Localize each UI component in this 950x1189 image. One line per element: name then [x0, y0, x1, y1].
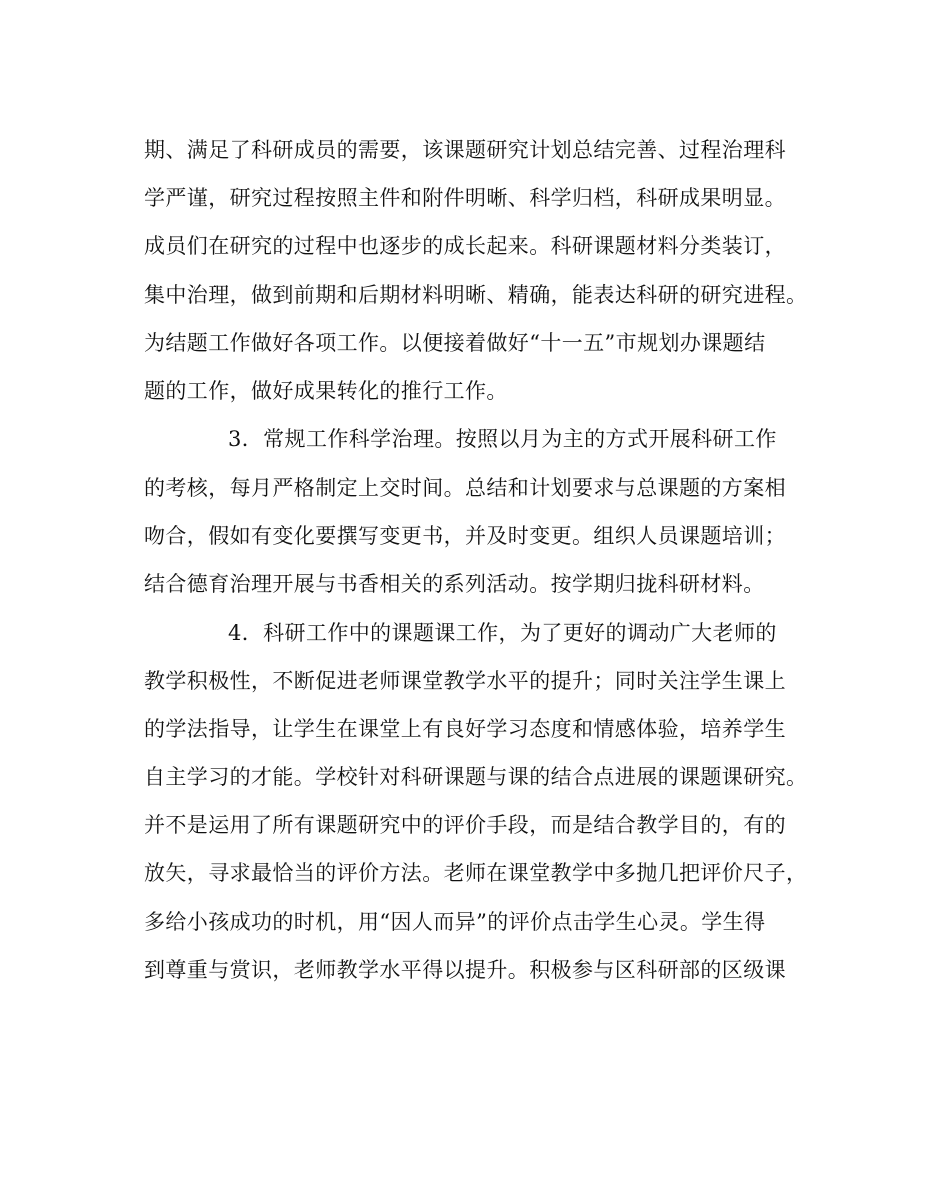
- text-line-9: 吻合，假如有变化要撰写变更书，并及时变更。组织人员课题培训；: [144, 524, 786, 548]
- text-line-5: 为结题工作做好各项工作。以便接着做好“十一五”市规划办课题结: [144, 331, 766, 355]
- text-line-1: 期、满足了科研成员的需要，该课题研究计划总结完善、过程治理科: [144, 138, 786, 162]
- paragraph-3-first-line: 3．常规工作科学治理。按照以月为主的方式开展科研工作: [228, 427, 777, 451]
- text-line-16: 放矢，寻求最恰当的评价方法。老师在课堂教学中多抛几把评价尺子，: [144, 861, 808, 885]
- text-line-3: 成员们在研究的过程中也逐步的成长起来。科研课题材料分类装订，: [144, 234, 786, 258]
- text-line-18: 到尊重与赏识，老师教学水平得以提升。积极参与区科研部的区级课: [144, 958, 786, 982]
- text-line-6: 题的工作，做好成果转化的推行工作。: [144, 379, 508, 403]
- text-line-13: 的学法指导，让学生在课堂上有良好学习态度和情感体验，培养学生: [144, 717, 786, 741]
- text-line-14: 自主学习的才能。学校针对科研课题与课的结合点进展的课题课研究。: [144, 765, 808, 789]
- text-line-2: 学严谨，研究过程按照主件和附件明晰、科学归档，科研成果明显。: [144, 186, 786, 210]
- text-line-17: 多给小孩成功的时机，用“因人而异”的评价点击学生心灵。学生得: [144, 910, 766, 934]
- text-line-15: 并不是运用了所有课题研究中的评价手段，而是结合教学目的，有的: [144, 813, 786, 837]
- text-line-8: 的考核，每月严格制定上交时间。总结和计划要求与总课题的方案相: [144, 476, 786, 500]
- paragraph-4-first-line: 4．科研工作中的课题课工作，为了更好的调动广大老师的: [228, 621, 777, 645]
- text-line-10: 结合德育治理开展与书香相关的系列活动。按学期归拢科研材料。: [144, 572, 765, 596]
- text-line-4: 集中治理，做到前期和后期材料明晰、精确，能表达科研的研究进程。: [144, 283, 808, 307]
- text-line-12: 教学积极性，不断促进老师课堂教学水平的提升；同时关注学生课上: [144, 669, 786, 693]
